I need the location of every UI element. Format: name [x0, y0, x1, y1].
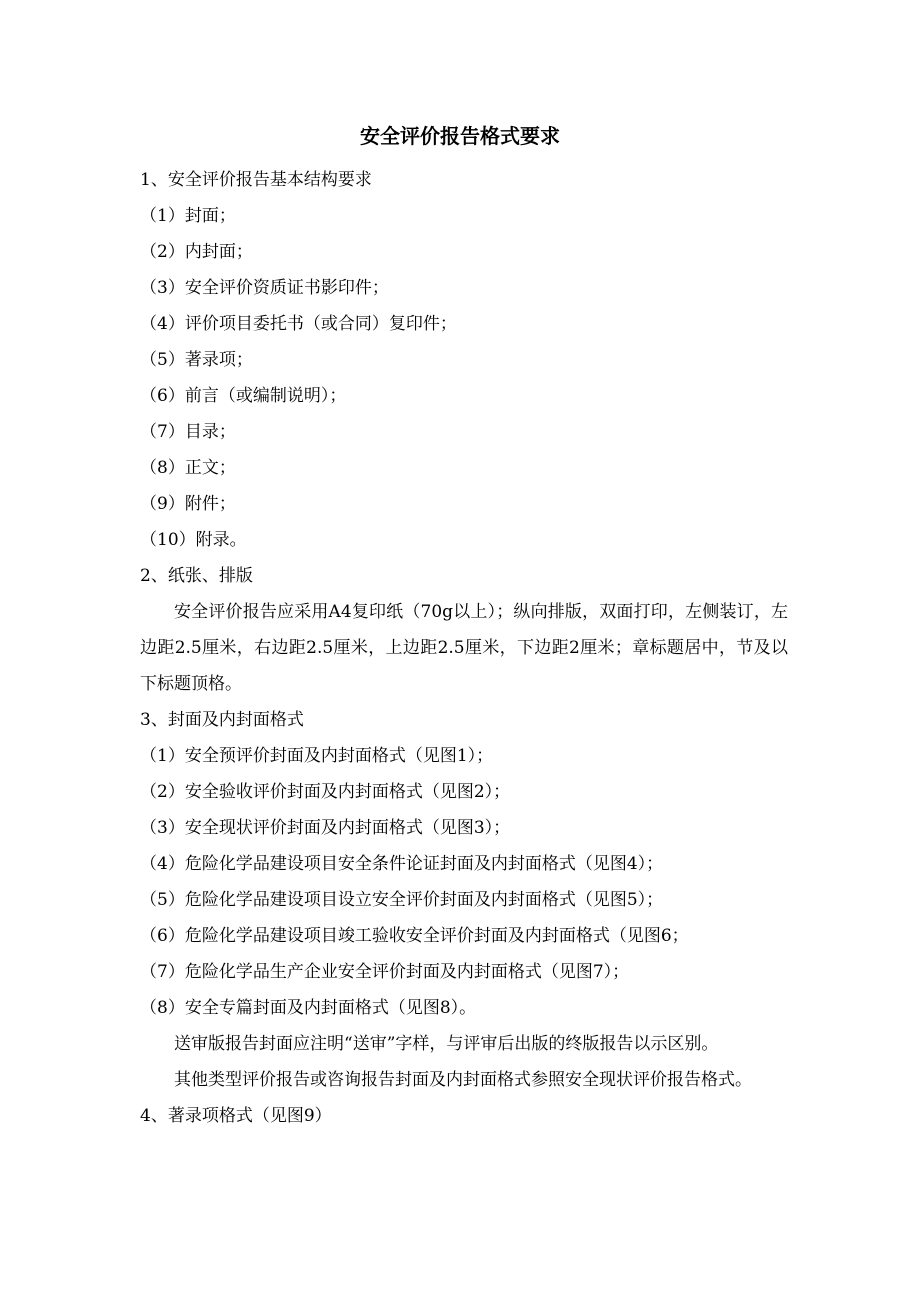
- structure-item: （4）评价项目委托书（或合同）复印件；: [140, 314, 457, 334]
- structure-item: （9）附件；: [140, 494, 236, 514]
- structure-item: （10）附录。: [140, 530, 247, 550]
- structure-item: （2）内封面；: [140, 242, 253, 262]
- document-body: [140, 162, 788, 1134]
- paper-layout-paragraph: 安全评价报告应采用A4复印纸（70g以上）；纵向排版，双面打印，左侧装订，左边距2.5厘米，右边距2.5厘米，上边距2.5厘米，下边距2厘米；章标题居中，节及以下标题顶格。: [140, 602, 788, 694]
- page-title: 安全评价报告格式要求: [360, 124, 560, 148]
- cover-format-item: （6）危险化学品建设项目竣工验收安全评价封面及内封面格式（见图6；: [140, 926, 689, 946]
- cover-format-item: （7）危险化学品生产企业安全评价封面及内封面格式（见图7）；: [140, 962, 630, 982]
- structure-item: （3）安全评价资质证书影印件；: [140, 278, 389, 298]
- section-1-heading: 1、安全评价报告基本结构要求: [140, 170, 372, 190]
- cover-format-item: （1）安全预评价封面及内封面格式（见图1）；: [140, 746, 494, 766]
- section-3-heading: 3、封面及内封面格式: [140, 710, 304, 730]
- cover-format-item: （2）安全验收评价封面及内封面格式（见图2）；: [140, 782, 511, 802]
- review-version-paragraph: 送审版报告封面应注明“送审”字样，与评审后出版的终版报告以示区别。: [174, 1034, 719, 1054]
- structure-item: （8）正文；: [140, 458, 236, 478]
- cover-format-item: （8）安全专篇封面及内封面格式（见图8）。: [140, 998, 477, 1018]
- section-2-heading: 2、纸张、排版: [140, 566, 253, 586]
- cover-format-item: （5）危险化学品建设项目设立安全评价封面及内封面格式（见图5）；: [140, 890, 664, 910]
- structure-item: （7）目录；: [140, 422, 236, 442]
- cover-format-item: （3）安全现状评价封面及内封面格式（见图3）；: [140, 818, 511, 838]
- structure-item: （1）封面；: [140, 206, 236, 226]
- structure-item: （6）前言（或编制说明）；: [140, 386, 347, 406]
- cover-format-item: （4）危险化学品建设项目安全条件论证封面及内封面格式（见图4）；: [140, 854, 664, 874]
- structure-item: （5）著录项；: [140, 350, 253, 370]
- section-4-heading: 4、著录项格式（见图9）: [140, 1106, 332, 1126]
- other-reports-paragraph: 其他类型评价报告或咨询报告封面及内封面格式参照安全现状评价报告格式。: [174, 1070, 752, 1090]
